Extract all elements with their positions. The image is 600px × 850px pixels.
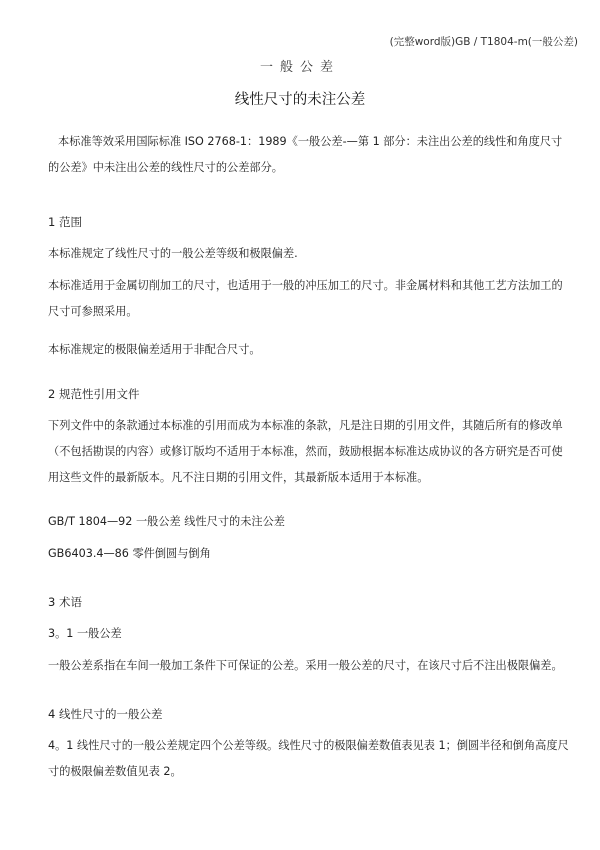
section-3-paragraph-1: 一般公差系指在车间一般加工条件下可保证的公差。采用一般公差的尺寸，在该尺寸后不注出极限偏差。 [48,659,563,672]
section-1-heading: 1 范围 [48,215,82,229]
section-2-heading: 2 规范性引用文件 [48,387,140,401]
section-1-paragraph-1: 本标准规定了线性尺寸的一般公差等级和极限偏差. [48,247,298,260]
header-note: (完整word版)GB / T1804-m(一般公差) [389,36,578,48]
section-1-paragraph-3: 本标准规定的极限偏差适用于非配合尺寸。 [48,343,261,356]
section-2-paragraph-1: 下列文件中的条款通过本标准的引用而成为本标准的条款，凡是注日期的引用文件，其随后所有的修改单（不包括勘误的内容）或修订版均不适用于本标准，然而，鼓励根据本标准达成协议的各方研究是否可使用这些文件的最新版本。凡不注日期的引用文件，其最新版本适用于本标准。 [48,419,563,484]
section-3-1-heading: 3。1 一般公差 [48,627,122,640]
section-4-heading: 4 线性尺寸的一般公差 [48,707,163,721]
document-subtitle: 线性尺寸的未注公差 [234,92,366,108]
document-title: 一般公差 [259,60,340,75]
intro-paragraph: 本标准等效采用国际标准 ISO 2768-1：1989《一般公差-—第 1 部分：未注出公差的线性和角度尺寸的公差》中未注出公差的线性尺寸的公差部分。 [48,135,563,174]
reference-gb-6403: GB6403.4—86 零件倒圆与倒角 [48,547,211,560]
reference-gbt-1804: GB/T 1804—92 一般公差 线性尺寸的未注公差 [48,515,285,528]
section-4-paragraph-1: 4。1 线性尺寸的一般公差规定四个公差等级。线性尺寸的极限偏差数值表见表 1；倒圆半径和倒角高度尺寸的极限偏差数值见表 2。 [48,739,569,778]
section-3-heading: 3 术语 [48,595,82,609]
section-1-paragraph-2: 本标准适用于金属切削加工的尺寸，也适用于一般的冲压加工的尺寸。非金属材料和其他工艺方法加工的尺寸可参照采用。 [48,279,563,318]
